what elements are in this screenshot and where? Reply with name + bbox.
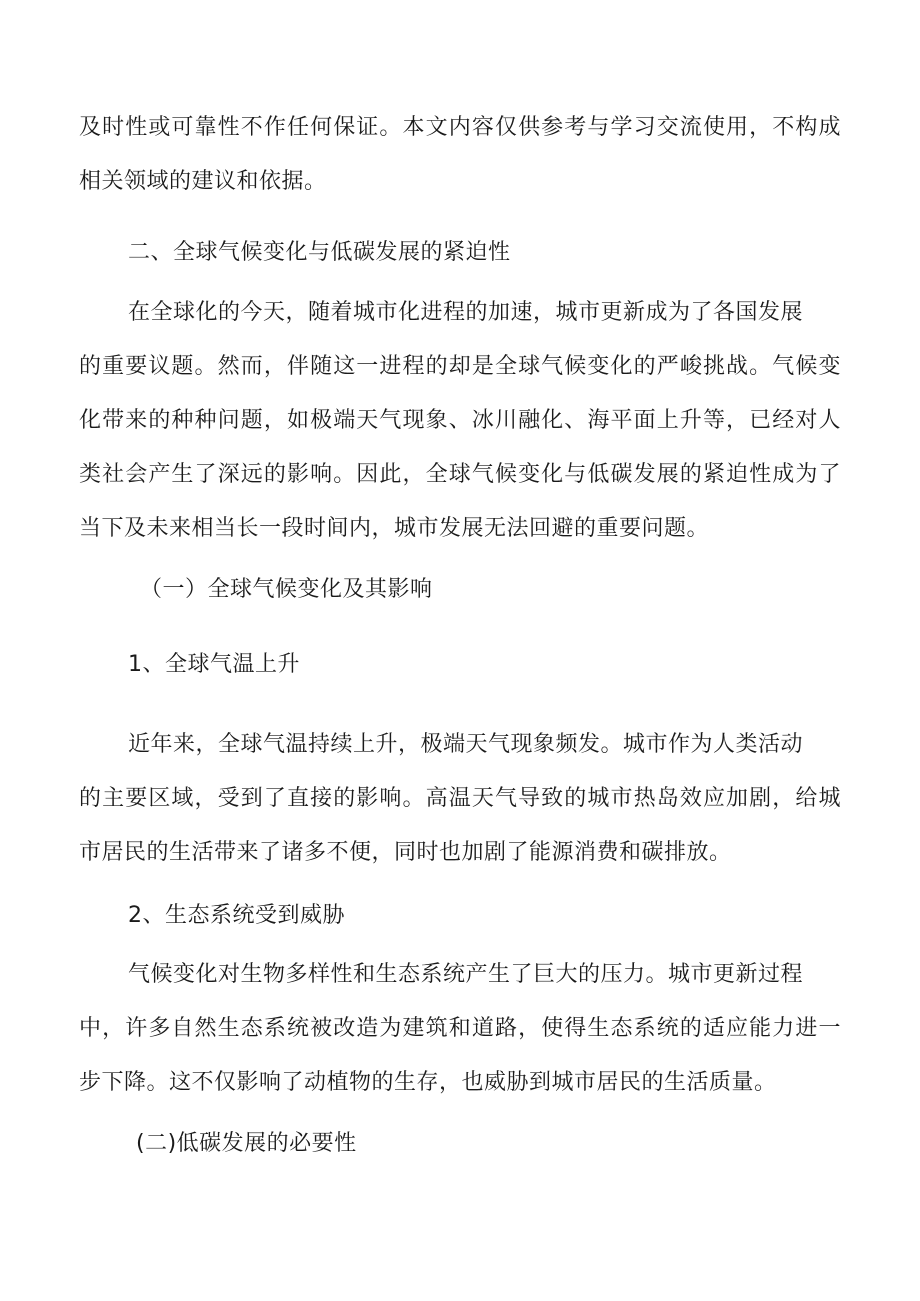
subsection-heading: (二)低碳发展的必要性	[136, 1131, 357, 1156]
item-heading: 2、生态系统受到威胁	[128, 903, 345, 928]
section-heading: 二、全球气候变化与低碳发展的紧迫性	[128, 240, 511, 265]
body-text-line: 气候变化对生物多样性和生态系统产生了巨大的压力。城市更新过程	[128, 962, 804, 987]
body-text-line: 当下及未来相当长一段时间内，城市发展无法回避的重要问题。	[79, 516, 710, 541]
body-text-line: 在全球化的今天，随着城市化进程的加速，城市更新成为了各国发展	[128, 300, 804, 325]
item-heading: 1、全球气温上升	[128, 652, 300, 677]
body-text-line: 类社会产生了深远的影响。因此，全球气候变化与低碳发展的紧迫性成为了	[79, 462, 841, 487]
body-text-line: 相关领域的建议和依据。	[79, 169, 327, 194]
body-text-line: 近年来，全球气温持续上升，极端天气现象频发。城市作为人类活动	[128, 732, 804, 757]
body-text-line: 步下降。这不仅影响了动植物的生存，也威胁到城市居民的生活质量。	[79, 1070, 777, 1095]
body-text-line: 化带来的种种问题，如极端天气现象、冰川融化、海平面上升等，已经对人	[79, 408, 841, 433]
body-text-line: 市居民的生活带来了诸多不便，同时也加剧了能源消费和碳排放。	[79, 840, 732, 865]
body-text-line: 的主要区域，受到了直接的影响。高温天气导致的城市热岛效应加剧，给城	[79, 786, 841, 811]
body-text-line: 的重要议题。然而，伴随这一进程的却是全球气候变化的严峻挑战。气候变	[79, 354, 841, 379]
body-text-line: 及时性或可靠性不作任何保证。本文内容仅供参考与学习交流使用，不构成	[79, 115, 841, 140]
body-text-line: 中，许多自然生态系统被改造为建筑和道路，使得生态系统的适应能力进一	[79, 1016, 841, 1041]
subsection-heading: （一）全球气候变化及其影响	[140, 577, 433, 602]
